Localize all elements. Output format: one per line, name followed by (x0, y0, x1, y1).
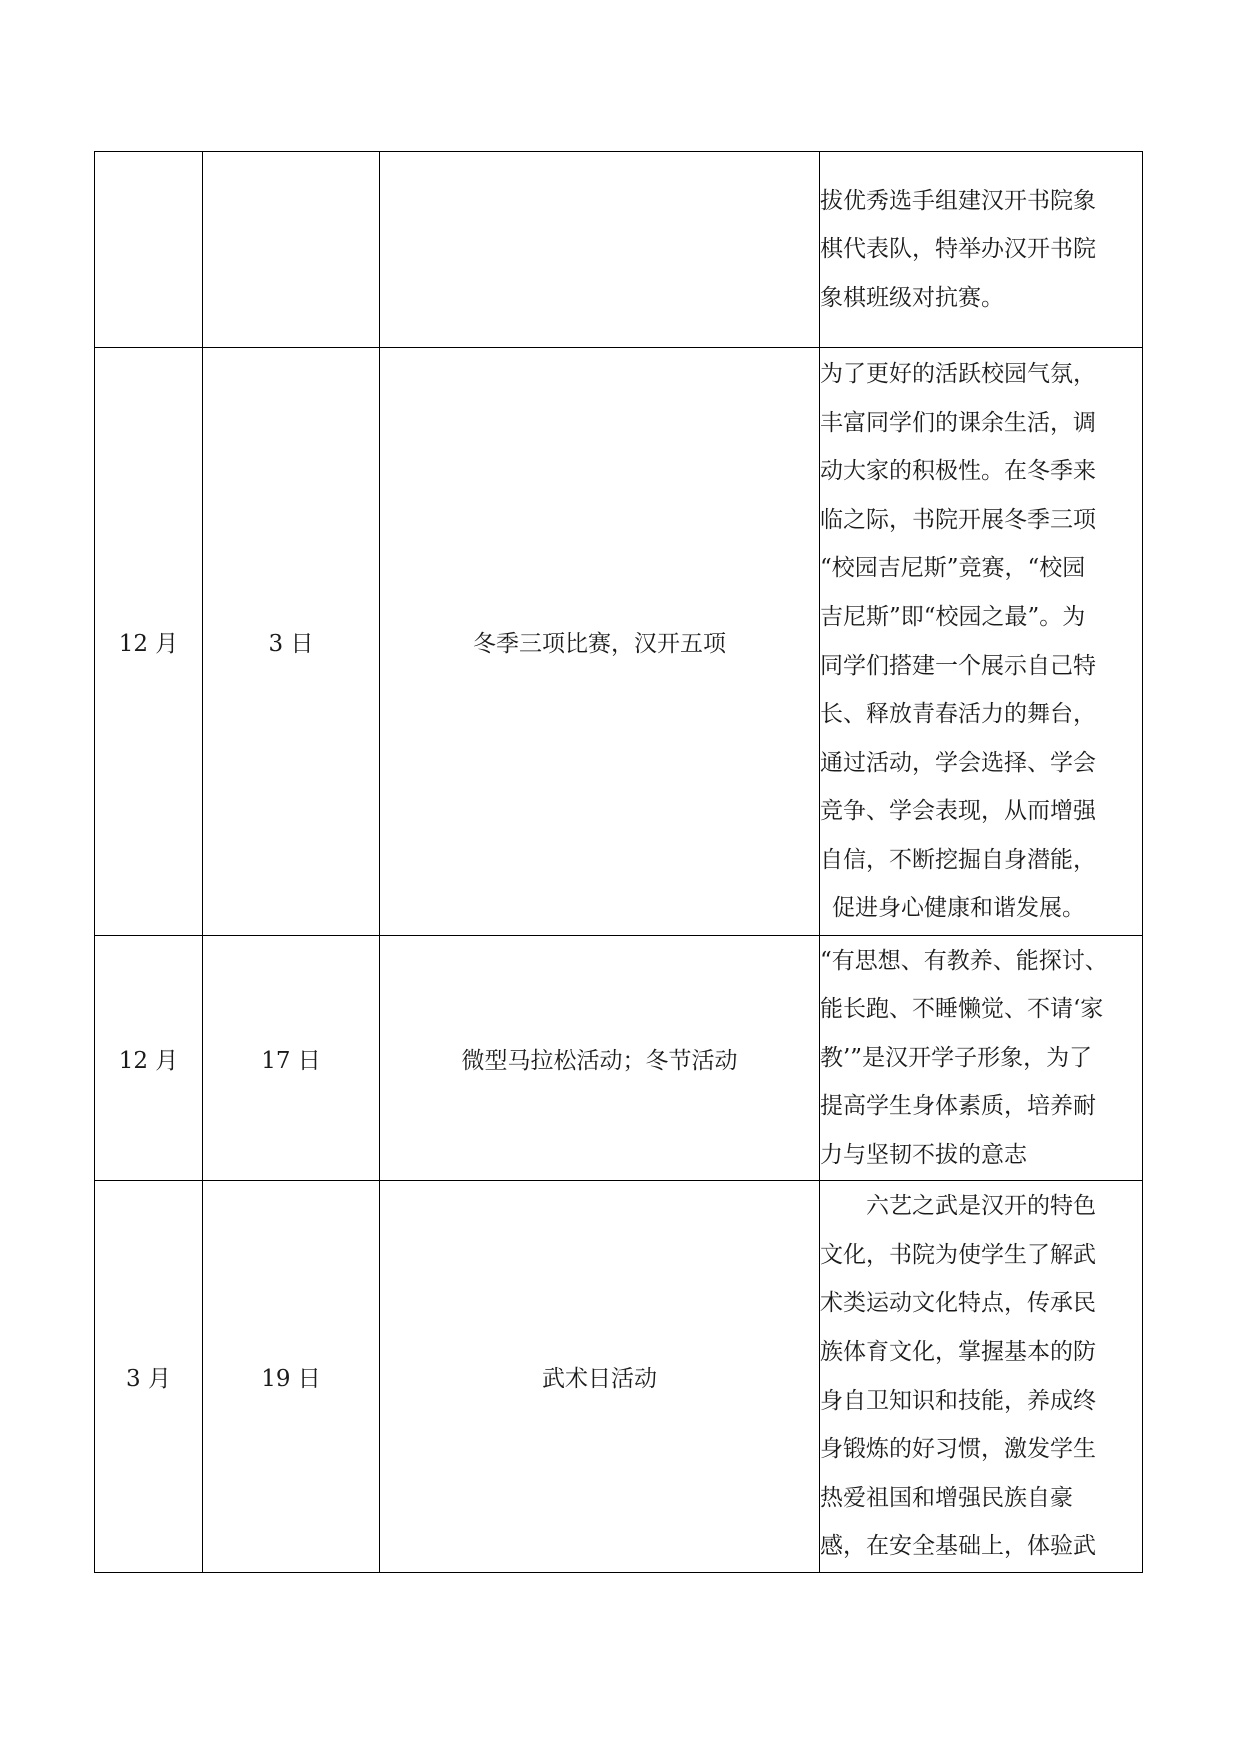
description-line: 临之际，书院开展冬季三项 (820, 506, 1096, 533)
description-line: 能长跑、不睡懒觉、不请‘家 (820, 996, 1104, 1023)
description-line: 身自卫知识和技能，养成终 (820, 1387, 1096, 1414)
month-cell: 12 月 (95, 348, 203, 936)
month-cell (95, 152, 203, 348)
description-line: 身锻炼的好习惯，激发学生 (820, 1436, 1096, 1463)
day-cell (203, 152, 380, 348)
description-line: 促进身心健康和谐发展。 (832, 895, 1085, 922)
description-line: 术类运动文化特点，传承民 (820, 1290, 1096, 1317)
description-line: 长、释放青春活力的舞台， (820, 701, 1096, 728)
description-line: “有思想、有教养、能探讨、 (820, 947, 1108, 974)
description-line: “校园吉尼斯”竞赛，“校园 (820, 555, 1086, 582)
description-line: 棋代表队，特举办汉开书院 (820, 236, 1096, 263)
activity-cell: 微型马拉松活动；冬节活动 (380, 936, 820, 1181)
table-row (95, 348, 1143, 936)
description-line: 吉尼斯”即“校园之最”。为 (820, 603, 1086, 630)
month-cell: 3 月 (95, 1181, 203, 1573)
description-line: 同学们搭建一个展示自己特 (820, 652, 1096, 679)
description-line: 竞争、学会表现，从而增强 (820, 798, 1096, 825)
description-line: 热爱祖国和增强民族自豪 (820, 1484, 1073, 1511)
description-line: 象棋班级对抗赛。 (820, 284, 1004, 311)
description-cell (820, 348, 1143, 936)
description-line: 丰富同学们的课余生活，调 (820, 409, 1096, 436)
description-line: 通过活动，学会选择、学会 (820, 749, 1096, 776)
table-row (95, 936, 1143, 1181)
description-line: 提高学生身体素质，培养耐 (820, 1093, 1096, 1120)
activity-cell (380, 152, 820, 348)
description-cell (820, 1181, 1143, 1573)
description-line: 族体育文化，掌握基本的防 (820, 1338, 1096, 1365)
schedule-table (94, 151, 1143, 1573)
description-line: 拔优秀选手组建汉开书院象 (820, 187, 1096, 214)
description-line: 自信，不断挖掘自身潜能， (820, 846, 1096, 873)
description-line: 动大家的积极性。在冬季来 (820, 458, 1096, 485)
day-cell: 3 日 (203, 348, 380, 936)
activity-cell: 冬季三项比赛，汉开五项 (380, 348, 820, 936)
description-line: 六艺之武是汉开的特色 (866, 1193, 1096, 1220)
description-line: 教’”是汉开学子形象，为了 (820, 1044, 1093, 1071)
table-row (95, 1181, 1143, 1573)
description-line: 文化，书院为使学生了解武 (820, 1241, 1096, 1268)
description-line: 力与坚韧不拔的意志 (820, 1141, 1027, 1168)
activity-cell: 武术日活动 (380, 1181, 820, 1573)
day-cell: 17 日 (203, 936, 380, 1181)
description-line: 为了更好的活跃校园气氛， (820, 360, 1096, 387)
description-cell (820, 152, 1143, 348)
description-cell (820, 936, 1143, 1181)
day-cell: 19 日 (203, 1181, 380, 1573)
table-row (95, 152, 1143, 348)
description-line: 感，在安全基础上，体验武 (820, 1533, 1096, 1560)
month-cell: 12 月 (95, 936, 203, 1181)
